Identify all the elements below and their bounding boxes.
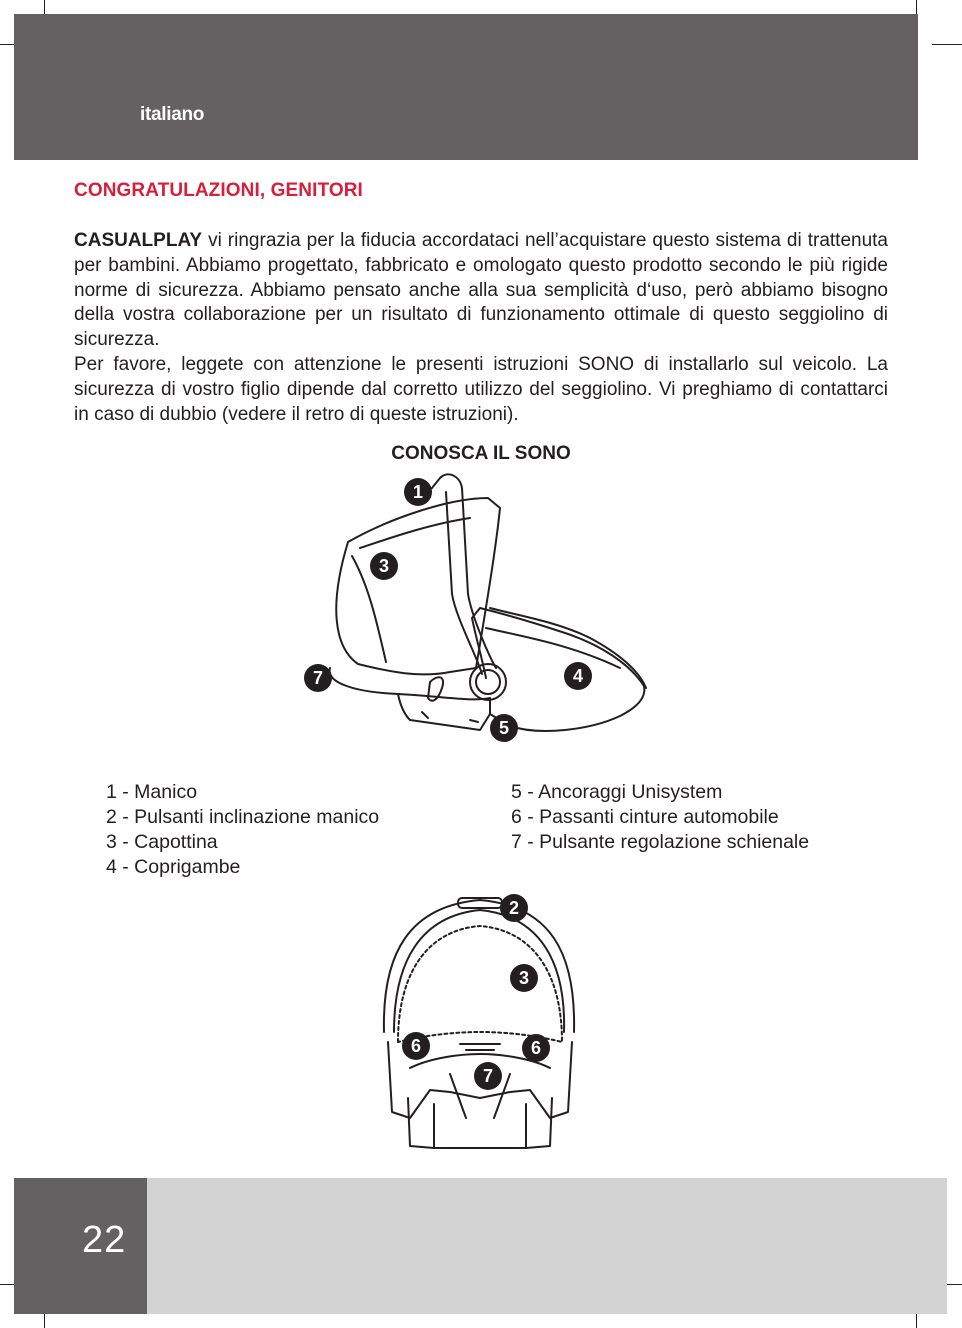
- brand-name: CASUALPLAY: [74, 230, 203, 251]
- legend-right: [511, 780, 809, 855]
- svg-text:7: 7: [312, 668, 324, 688]
- marker-5: [490, 714, 518, 742]
- intro-text: [74, 229, 888, 427]
- legend-item: 2 - Pulsanti inclinazione manico: [106, 806, 380, 828]
- header-band: [14, 14, 918, 160]
- legend-item: 4 - Coprigambe: [106, 856, 241, 878]
- intro-paragraph-2: Per favore, leggete con attenzione le presenti istruzioni SONO di installarlo sul veicolo. La sicurezza di vostro figlio dipende dal corretto utilizzo del seggiolino. Vi preghiamo di contattarci in caso di dubbio (vedere il retro di queste istruzioni).: [74, 353, 888, 425]
- crop-mark: [932, 44, 962, 45]
- legend-item: 5 - Ancoraggi Unisystem: [511, 781, 723, 803]
- marker-1: [404, 478, 432, 506]
- figure-title: CONOSCA IL SONO: [391, 443, 571, 464]
- intro-paragraph-1-text: vi ringrazia per la fiducia accordataci nell’acquistare questo sistema di trattenuta per bambini. Abbiamo progettato, fabbricato e omologato questo prodotto secondo le più rigide norme di sicurezza. Abbiamo pensato anche alla sua semplicità d‘uso, però abbiamo bisogno della vostra collaborazione per un risultato di funzionamento ottimale di questo seggiolino di sicurezza.: [74, 230, 888, 351]
- footer-bar: [147, 1178, 947, 1314]
- marker-6-left: [402, 1032, 430, 1060]
- marker-3: [510, 964, 538, 992]
- front-markers: [370, 892, 590, 1156]
- section-title: CONGRATULAZIONI, GENITORI: [74, 180, 363, 201]
- marker-3: [370, 552, 398, 580]
- marker-4: [564, 662, 592, 690]
- marker-7: [474, 1062, 502, 1090]
- svg-text:6: 6: [410, 1036, 422, 1056]
- svg-text:1: 1: [412, 482, 424, 502]
- svg-text:7: 7: [482, 1066, 494, 1086]
- legend-item: 1 - Manico: [106, 781, 198, 803]
- language-label: italiano: [140, 104, 205, 125]
- legend-left: [106, 780, 379, 880]
- marker-7: [304, 664, 332, 692]
- legend-item: 7 - Pulsante regolazione schienale: [511, 831, 810, 853]
- page-number: 22: [82, 1219, 127, 1261]
- svg-text:2: 2: [508, 898, 520, 918]
- svg-text:4: 4: [572, 666, 584, 686]
- svg-text:3: 3: [378, 556, 390, 576]
- intro-paragraph-1: [74, 229, 888, 353]
- marker-6-right: [522, 1034, 550, 1062]
- legend-item: 3 - Capottina: [106, 831, 218, 853]
- legend-item: 6 - Passanti cinture automobile: [511, 806, 779, 828]
- svg-text:5: 5: [498, 718, 510, 738]
- svg-text:6: 6: [530, 1038, 542, 1058]
- marker-2: [500, 894, 528, 922]
- side-markers: [300, 468, 660, 758]
- page-number-block: [14, 1178, 147, 1314]
- svg-text:3: 3: [518, 968, 530, 988]
